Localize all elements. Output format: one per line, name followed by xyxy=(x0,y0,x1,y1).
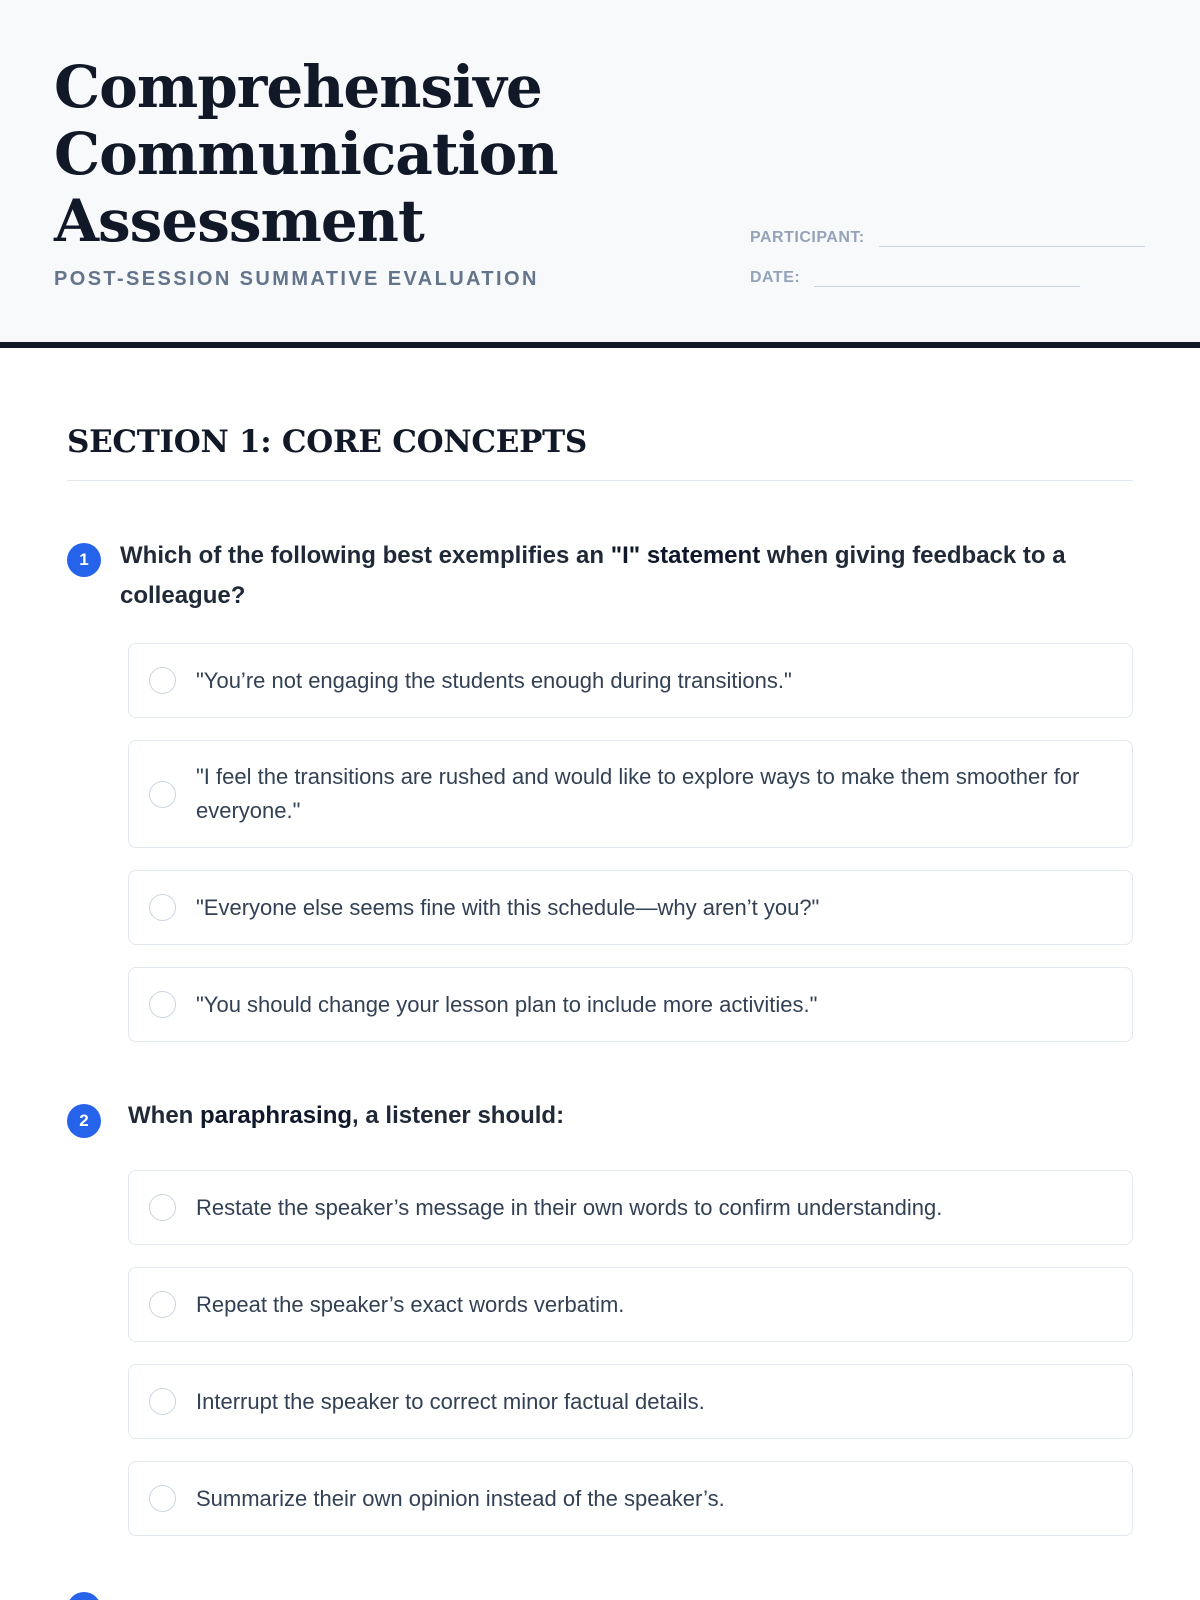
answer-option[interactable] xyxy=(128,870,1133,945)
question-number-badge: 2 xyxy=(67,1104,101,1138)
date-label: DATE: xyxy=(750,269,801,286)
option-label: "Everyone else seems fine with this schedule—why aren’t you?" xyxy=(196,894,820,920)
page-subtitle: POST-SESSION SUMMATIVE EVALUATION xyxy=(54,268,539,290)
answer-option[interactable] xyxy=(128,967,1133,1042)
option-label: Summarize their own opinion instead of the speaker’s. xyxy=(196,1485,725,1511)
participant-label: PARTICIPANT: xyxy=(750,229,865,246)
answer-option[interactable] xyxy=(128,1461,1133,1536)
option-label: Repeat the speaker’s exact words verbatim. xyxy=(196,1291,625,1317)
answer-option[interactable] xyxy=(128,1170,1133,1245)
answer-option[interactable] xyxy=(128,1364,1133,1439)
participant-row xyxy=(750,229,1145,247)
question-text: When paraphrasing, a listener should: xyxy=(128,1102,565,1129)
option-label: "You should change your lesson plan to include more activities." xyxy=(196,991,818,1017)
option-label: Restate the speaker’s message in their own words to confirm understanding. xyxy=(196,1194,943,1220)
answer-option[interactable] xyxy=(128,1267,1133,1342)
option-label: "You’re not engaging the students enough during transitions." xyxy=(196,667,792,693)
radio-button[interactable] xyxy=(149,894,176,921)
participant-field[interactable] xyxy=(879,229,1145,247)
radio-button[interactable] xyxy=(149,1291,176,1318)
next-question-badge xyxy=(67,1592,101,1600)
assessment-header xyxy=(0,0,1200,348)
date-field[interactable] xyxy=(814,269,1080,287)
page-title: Comprehensive Communication Assessment xyxy=(54,53,558,255)
radio-button[interactable] xyxy=(149,1194,176,1221)
section-divider xyxy=(67,480,1133,481)
option-label: Interrupt the speaker to correct minor factual details. xyxy=(196,1388,705,1414)
radio-button[interactable] xyxy=(149,667,176,694)
radio-button[interactable] xyxy=(149,1388,176,1415)
date-row xyxy=(750,269,1080,287)
option-label: "I feel the transitions are rushed and would like to explore ways to make them smoother for everyone." xyxy=(196,764,1080,823)
radio-button[interactable] xyxy=(149,991,176,1018)
answer-option[interactable] xyxy=(128,643,1133,718)
radio-button[interactable] xyxy=(149,1485,176,1512)
radio-button[interactable] xyxy=(149,781,176,808)
question-number-badge: 1 xyxy=(67,543,101,577)
question-text: Which of the following best exemplifies an "I" statement when giving feedback to a colleague? xyxy=(120,542,1066,609)
section-title: SECTION 1: CORE CONCEPTS xyxy=(67,424,587,460)
answer-option[interactable] xyxy=(128,740,1133,848)
